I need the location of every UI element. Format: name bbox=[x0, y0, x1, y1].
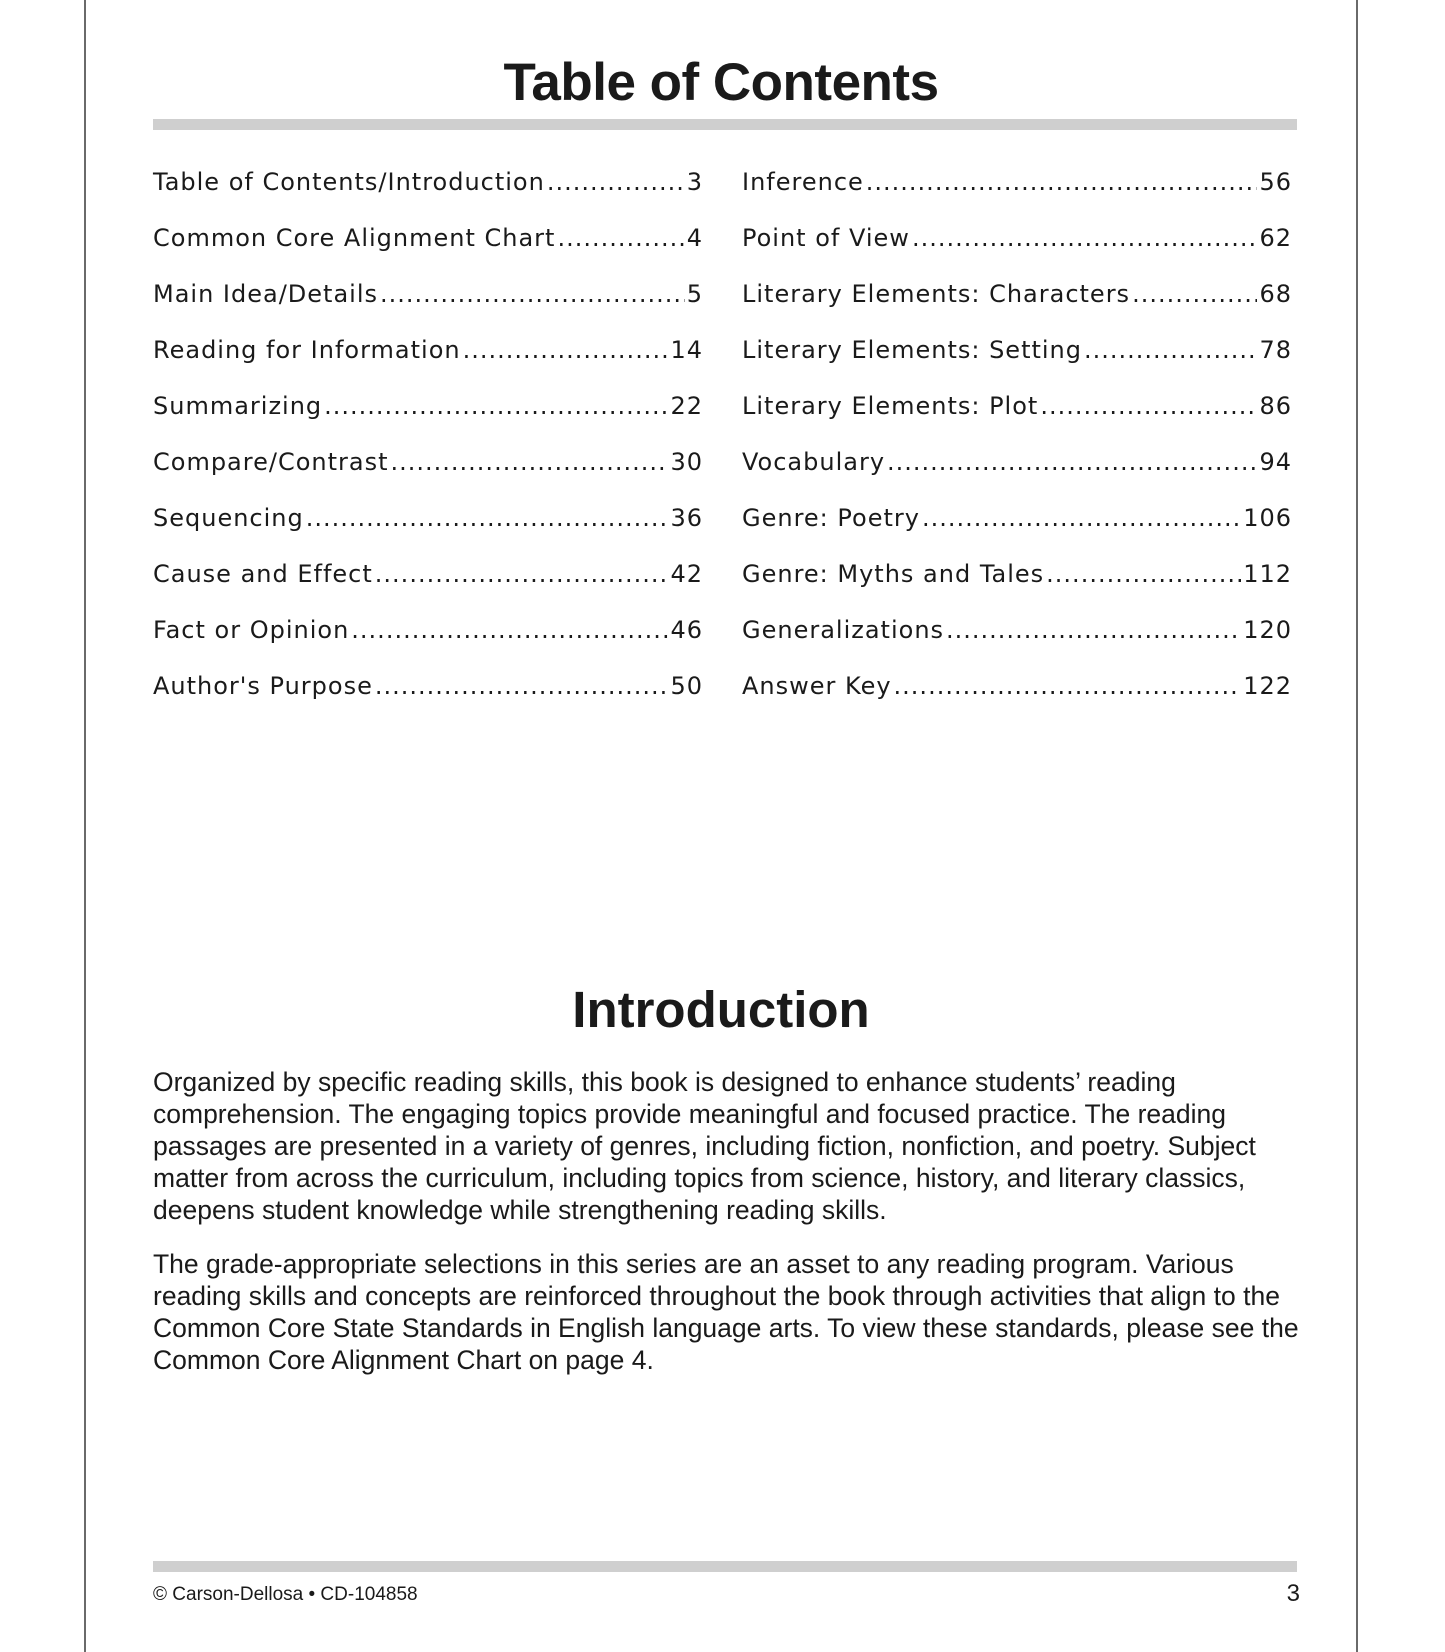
toc-entry-page: 46 bbox=[670, 616, 703, 644]
toc-leader-dots bbox=[912, 224, 1258, 252]
toc-leader-dots bbox=[1084, 336, 1257, 364]
toc-leader-dots bbox=[894, 672, 1242, 700]
toc-entry-label: Author's Purpose bbox=[153, 672, 373, 700]
toc-entry-page: 42 bbox=[670, 560, 703, 588]
intro-paragraph: The grade-appropriate selections in this series are an asset to any reading program. Various reading skills and concepts are reinforced throughout the book through activities that align to the Common Core State Standards in English language arts. To view these standards, please see the Common Core Alignment Chart on page 4. bbox=[153, 1249, 1299, 1375]
toc-entry-label: Table of Contents/Introduction bbox=[153, 168, 545, 196]
toc-entry-label: Common Core Alignment Chart bbox=[153, 224, 556, 252]
toc-leader-dots bbox=[351, 616, 668, 644]
toc-entry-label: Point of View bbox=[742, 224, 910, 252]
toc-leader-dots bbox=[391, 448, 669, 476]
toc-entry[interactable] bbox=[153, 392, 703, 448]
toc-entry[interactable] bbox=[742, 560, 1292, 616]
toc-leader-dots bbox=[922, 504, 1241, 532]
toc-entry-label: Answer Key bbox=[742, 672, 892, 700]
toc-entry[interactable] bbox=[742, 672, 1292, 728]
toc-entry[interactable] bbox=[742, 448, 1292, 504]
toc-right-column bbox=[742, 168, 1292, 728]
toc-entry-label: Main Idea/Details bbox=[153, 280, 378, 308]
toc-entry-label: Fact or Opinion bbox=[153, 616, 350, 644]
toc-entry[interactable] bbox=[742, 336, 1292, 392]
toc-entry-label: Summarizing bbox=[153, 392, 323, 420]
toc-entry-page: 5 bbox=[686, 280, 703, 308]
toc-leader-dots bbox=[1040, 392, 1257, 420]
toc-entry-label: Vocabulary bbox=[742, 448, 886, 476]
toc-entry-page: 106 bbox=[1243, 504, 1292, 532]
toc-entry-label: Sequencing bbox=[153, 504, 304, 532]
toc-leader-dots bbox=[306, 504, 669, 532]
toc-leader-dots bbox=[1046, 560, 1241, 588]
footer-copyright: © Carson-Dellosa • CD-104858 bbox=[153, 1584, 418, 1605]
toc-leader-dots bbox=[1132, 280, 1257, 308]
toc-entry[interactable] bbox=[742, 224, 1292, 280]
toc-entry[interactable] bbox=[742, 616, 1292, 672]
toc-entry-page: 50 bbox=[670, 672, 703, 700]
toc-entry-label: Reading for Information bbox=[153, 336, 461, 364]
document-page bbox=[84, 0, 1358, 1652]
toc-entry-label: Inference bbox=[742, 168, 864, 196]
top-divider bbox=[153, 119, 1297, 130]
toc-entry-page: 4 bbox=[686, 224, 703, 252]
toc-leader-dots bbox=[324, 392, 668, 420]
introduction-title: Introduction bbox=[572, 981, 870, 1038]
toc-entry-label: Compare/Contrast bbox=[153, 448, 389, 476]
toc-entry[interactable] bbox=[153, 616, 703, 672]
toc-entry-page: 3 bbox=[686, 168, 703, 196]
toc-entry-label: Literary Elements: Plot bbox=[742, 392, 1039, 420]
toc-entry[interactable] bbox=[153, 168, 703, 224]
toc-entry-page: 14 bbox=[670, 336, 703, 364]
toc-leader-dots bbox=[887, 448, 1257, 476]
toc-entry-page: 120 bbox=[1243, 616, 1292, 644]
toc-entry-page: 122 bbox=[1243, 672, 1292, 700]
toc-entry-label: Genre: Poetry bbox=[742, 504, 920, 532]
toc-leader-dots bbox=[463, 336, 669, 364]
toc-entry-page: 36 bbox=[670, 504, 703, 532]
toc-entry[interactable] bbox=[153, 448, 703, 504]
toc-entry-page: 56 bbox=[1259, 168, 1292, 196]
toc-entry-page: 86 bbox=[1259, 392, 1292, 420]
toc-entry-page: 30 bbox=[670, 448, 703, 476]
intro-paragraph: Organized by specific reading skills, this book is designed to enhance students’ reading comprehension. The engaging topics provide meaningful and focused practice. The reading passages are presented in a variety of genres, including fiction, nonfiction, and poetry. Subject matter from across the curriculum, including topics from science, history, and literary classics, deepens student knowledge while strengthening reading skills. bbox=[153, 1067, 1256, 1225]
toc-leader-dots bbox=[557, 224, 684, 252]
toc-entry[interactable] bbox=[153, 672, 703, 728]
toc-entry[interactable] bbox=[153, 336, 703, 392]
footer-divider bbox=[153, 1561, 1297, 1572]
toc-leader-dots bbox=[866, 168, 1258, 196]
toc-entry[interactable] bbox=[153, 224, 703, 280]
toc-entry-label: Genre: Myths and Tales bbox=[742, 560, 1045, 588]
toc-entry-page: 94 bbox=[1259, 448, 1292, 476]
toc-entry[interactable] bbox=[742, 168, 1292, 224]
toc-entry[interactable] bbox=[153, 280, 703, 336]
toc-leader-dots bbox=[380, 280, 685, 308]
toc-entry[interactable] bbox=[742, 280, 1292, 336]
toc-entry-label: Literary Elements: Characters bbox=[742, 280, 1131, 308]
toc-entry-page: 112 bbox=[1243, 560, 1292, 588]
toc-leader-dots bbox=[375, 672, 669, 700]
toc-title: Table of Contents bbox=[503, 53, 939, 112]
toc-entry-label: Cause and Effect bbox=[153, 560, 373, 588]
toc-entry[interactable] bbox=[742, 504, 1292, 560]
toc-entry-label: Literary Elements: Setting bbox=[742, 336, 1083, 364]
toc-entry-label: Generalizations bbox=[742, 616, 945, 644]
toc-entry-page: 62 bbox=[1259, 224, 1292, 252]
toc-left-column bbox=[153, 168, 703, 728]
toc-entry[interactable] bbox=[153, 560, 703, 616]
toc-entry[interactable] bbox=[742, 392, 1292, 448]
footer-page-number: 3 bbox=[1286, 1580, 1300, 1607]
toc-leader-dots bbox=[946, 616, 1241, 644]
toc-entry[interactable] bbox=[153, 504, 703, 560]
toc-entry-page: 22 bbox=[670, 392, 703, 420]
toc-leader-dots bbox=[547, 168, 685, 196]
toc-entry-page: 78 bbox=[1259, 336, 1292, 364]
toc-leader-dots bbox=[375, 560, 669, 588]
toc-entry-page: 68 bbox=[1259, 280, 1292, 308]
